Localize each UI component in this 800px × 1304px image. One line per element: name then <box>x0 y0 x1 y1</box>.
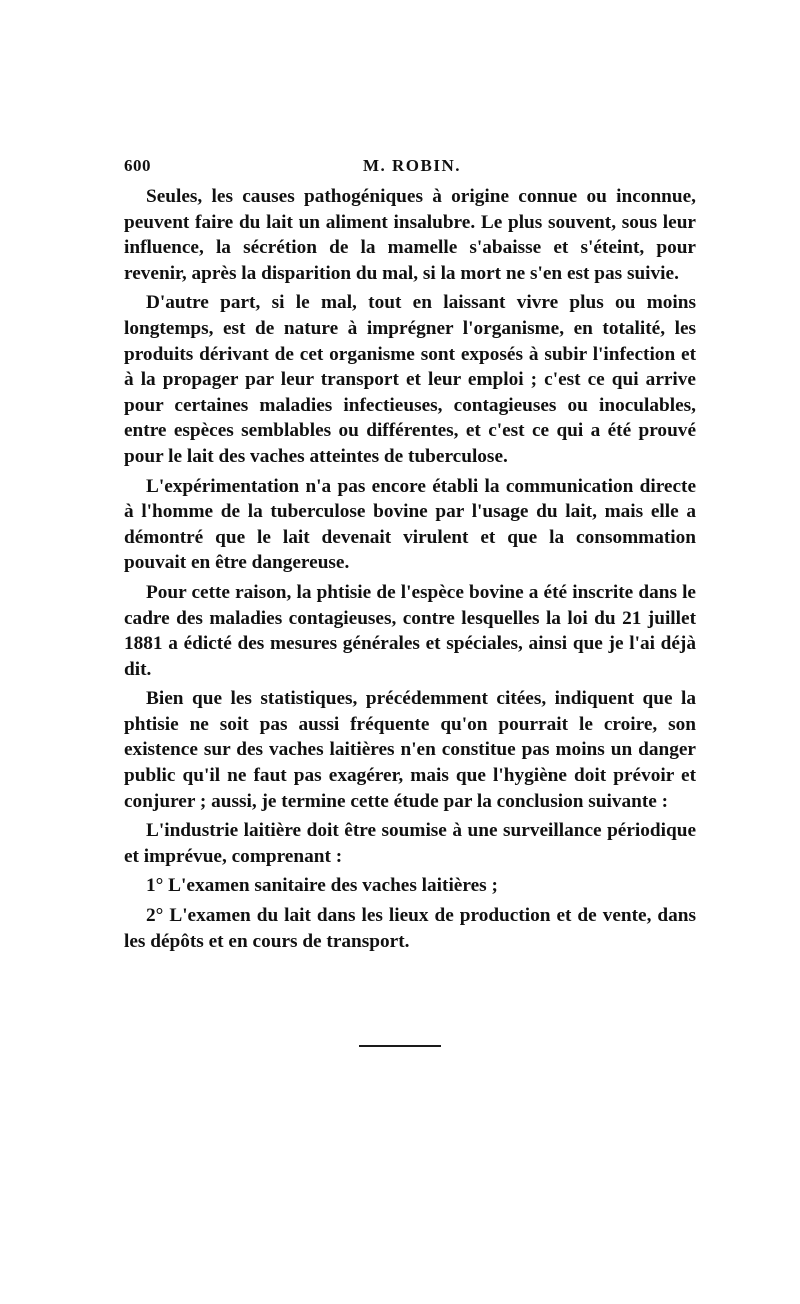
list-item-examen-sanitaire: 1° L'examen sanitaire des vaches laitières ; <box>146 875 498 897</box>
paragraph-statistics: Bien que les statistiques, précédemment citées, indiquent que la phtisie ne soit pas aussi fréquente qu'on pourrait le croire, son existence sur des vaches laitières n'en constitue pas moins un danger public qu'il ne faut pas exagérer, mais que l'hygiène doit prévoir et conjurer ; aussi, je termine cette étude par la conclusion suivante : <box>124 688 696 812</box>
running-head <box>124 156 700 178</box>
body-text <box>124 184 696 954</box>
paragraph-pathogenic-causes: Seules, les causes pathogéniques à origine connue ou inconnue, peuvent faire du lait un aliment insalubre. Le plus souvent, sous leur influence, la sécrétion de la mamelle s'abaisse et s'éteint, pour revenir, après la disparition du mal, si la mort ne s'en est pas suivie. <box>124 186 696 284</box>
paragraph-law-1881: Pour cette raison, la phtisie de l'espèce bovine a été inscrite dans le cadre des maladies contagieuses, contre lesquelles la loi du 21 juillet 1881 a édicté des mesures générales et spéciales, ainsi que je l'ai déjà dit. <box>124 581 696 680</box>
section-end-rule <box>359 1045 441 1047</box>
paragraph-experimentation: L'expérimentation n'a pas encore établi la communication directe à l'homme de la tuberculose bovine par l'usage du lait, mais elle a démontré que le lait devenait virulent et que la consommation pouvait en être dangereuse. <box>124 475 696 574</box>
list-item-examen-lait: 2° L'examen du lait dans les lieux de production et de vente, dans les dépôts et en cours de transport. <box>124 905 696 952</box>
running-head-author: M. ROBIN. <box>362 156 462 175</box>
page-number: 600 <box>124 156 151 175</box>
paragraph-infection-spread: D'autre part, si le mal, tout en laissant vivre plus ou moins longtemps, est de nature à imprégner l'organisme, en totalité, les produits dérivant de cet organisme sont exposés à subir l'infection et à la propager par leur transport et leur emploi ; c'est ce qui arrive pour certaines maladies infectieuses, contagieuses ou inoculables, entre espèces semblables ou différentes, et c'est ce qui a été prouvé pour le lait des vaches atteintes de tuberculose. <box>124 292 696 467</box>
paragraph-conclusion: L'industrie laitière doit être soumise à une surveillance périodique et imprévue, comprenant : <box>124 820 696 867</box>
